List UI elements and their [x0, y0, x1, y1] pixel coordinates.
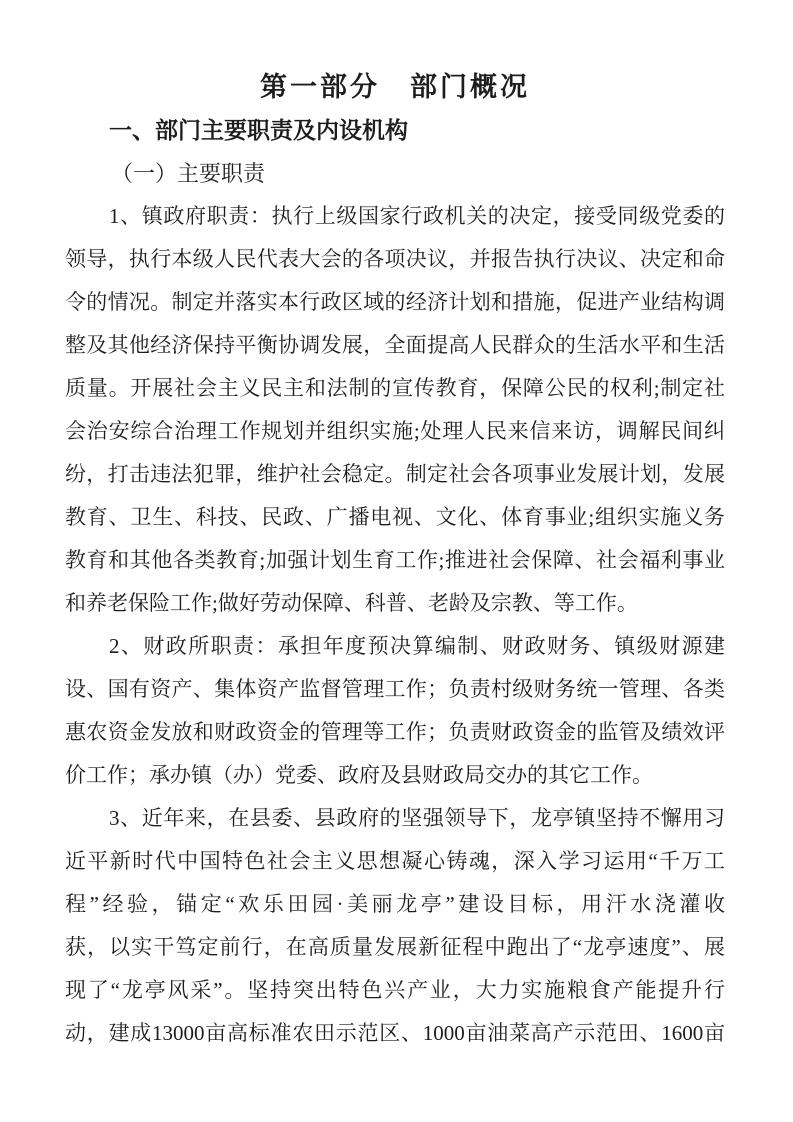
- body-line: 教育、卫生、科技、民政、广播电视、文化、体育事业;组织实施义务: [65, 505, 725, 529]
- body-line: 动，建成13000亩高标准农田示范区、1000亩油菜高产示范田、1600亩: [65, 1021, 725, 1045]
- section-heading: 一、部门主要职责及内设机构: [109, 117, 408, 143]
- body-line: 教育和其他各类教育;加强计划生育工作;推进社会保障、社会福利事业: [65, 548, 725, 572]
- body-line: 近平新时代中国特色社会主义思想凝心铸魂，深入学习运用“千万工: [65, 849, 725, 873]
- body-line: 领导，执行本级人民代表大会的各项决议，并报告执行决议、决定和命: [65, 247, 725, 271]
- subsection-heading: （一）主要职责: [111, 161, 266, 186]
- body-line: 设、国有资产、集体资产监督管理工作；负责村级财务统一管理、各类: [65, 677, 725, 701]
- body-line: 令的情况。制定并落实本行政区域的经济计划和措施，促进产业结构调: [65, 290, 725, 314]
- body-line: 现了“龙亭风采”。坚持突出特色兴产业，大力实施粮食产能提升行: [65, 978, 725, 1002]
- body-line: 程”经验，锚定“欢乐田园·美丽龙亭”建设目标，用汗水浇灌收: [65, 892, 725, 916]
- document-content: [65, 66, 725, 1055]
- body-line: 纷，打击违法犯罪，维护社会稳定。制定社会各项事业发展计划，发展: [65, 462, 725, 486]
- body-line: 1、镇政府职责：执行上级国家行政机关的决定，接受同级党委的: [109, 204, 725, 228]
- body-line: 整及其他经济保持平衡协调发展，全面提高人民群众的生活水平和生活: [65, 333, 725, 357]
- body-line: 惠农资金发放和财政资金的管理等工作；负责财政资金的监管及绩效评: [65, 720, 725, 744]
- body-line: 质量。开展社会主义民主和法制的宣传教育，保障公民的权利;制定社: [65, 376, 725, 400]
- document-body: [65, 195, 725, 1055]
- body-line: 和养老保险工作;做好劳动保障、科普、老龄及宗教、等工作。: [65, 591, 638, 615]
- body-line: 获，以实干笃定前行，在高质量发展新征程中跑出了“龙亭速度”、展: [65, 935, 725, 959]
- body-line: 3、近年来，在县委、县政府的坚强领导下，龙亭镇坚持不懈用习: [109, 806, 725, 830]
- body-line: 会治安综合治理工作规划并组织实施;处理人民来信来访，调解民间纠: [65, 419, 725, 443]
- document-title: 第一部分 部门概况: [260, 72, 530, 102]
- body-line: 价工作；承办镇（办）党委、政府及县财政局交办的其它工作。: [65, 763, 653, 787]
- body-line: 2、财政所职责：承担年度预决算编制、财政财务、镇级财源建: [109, 634, 725, 658]
